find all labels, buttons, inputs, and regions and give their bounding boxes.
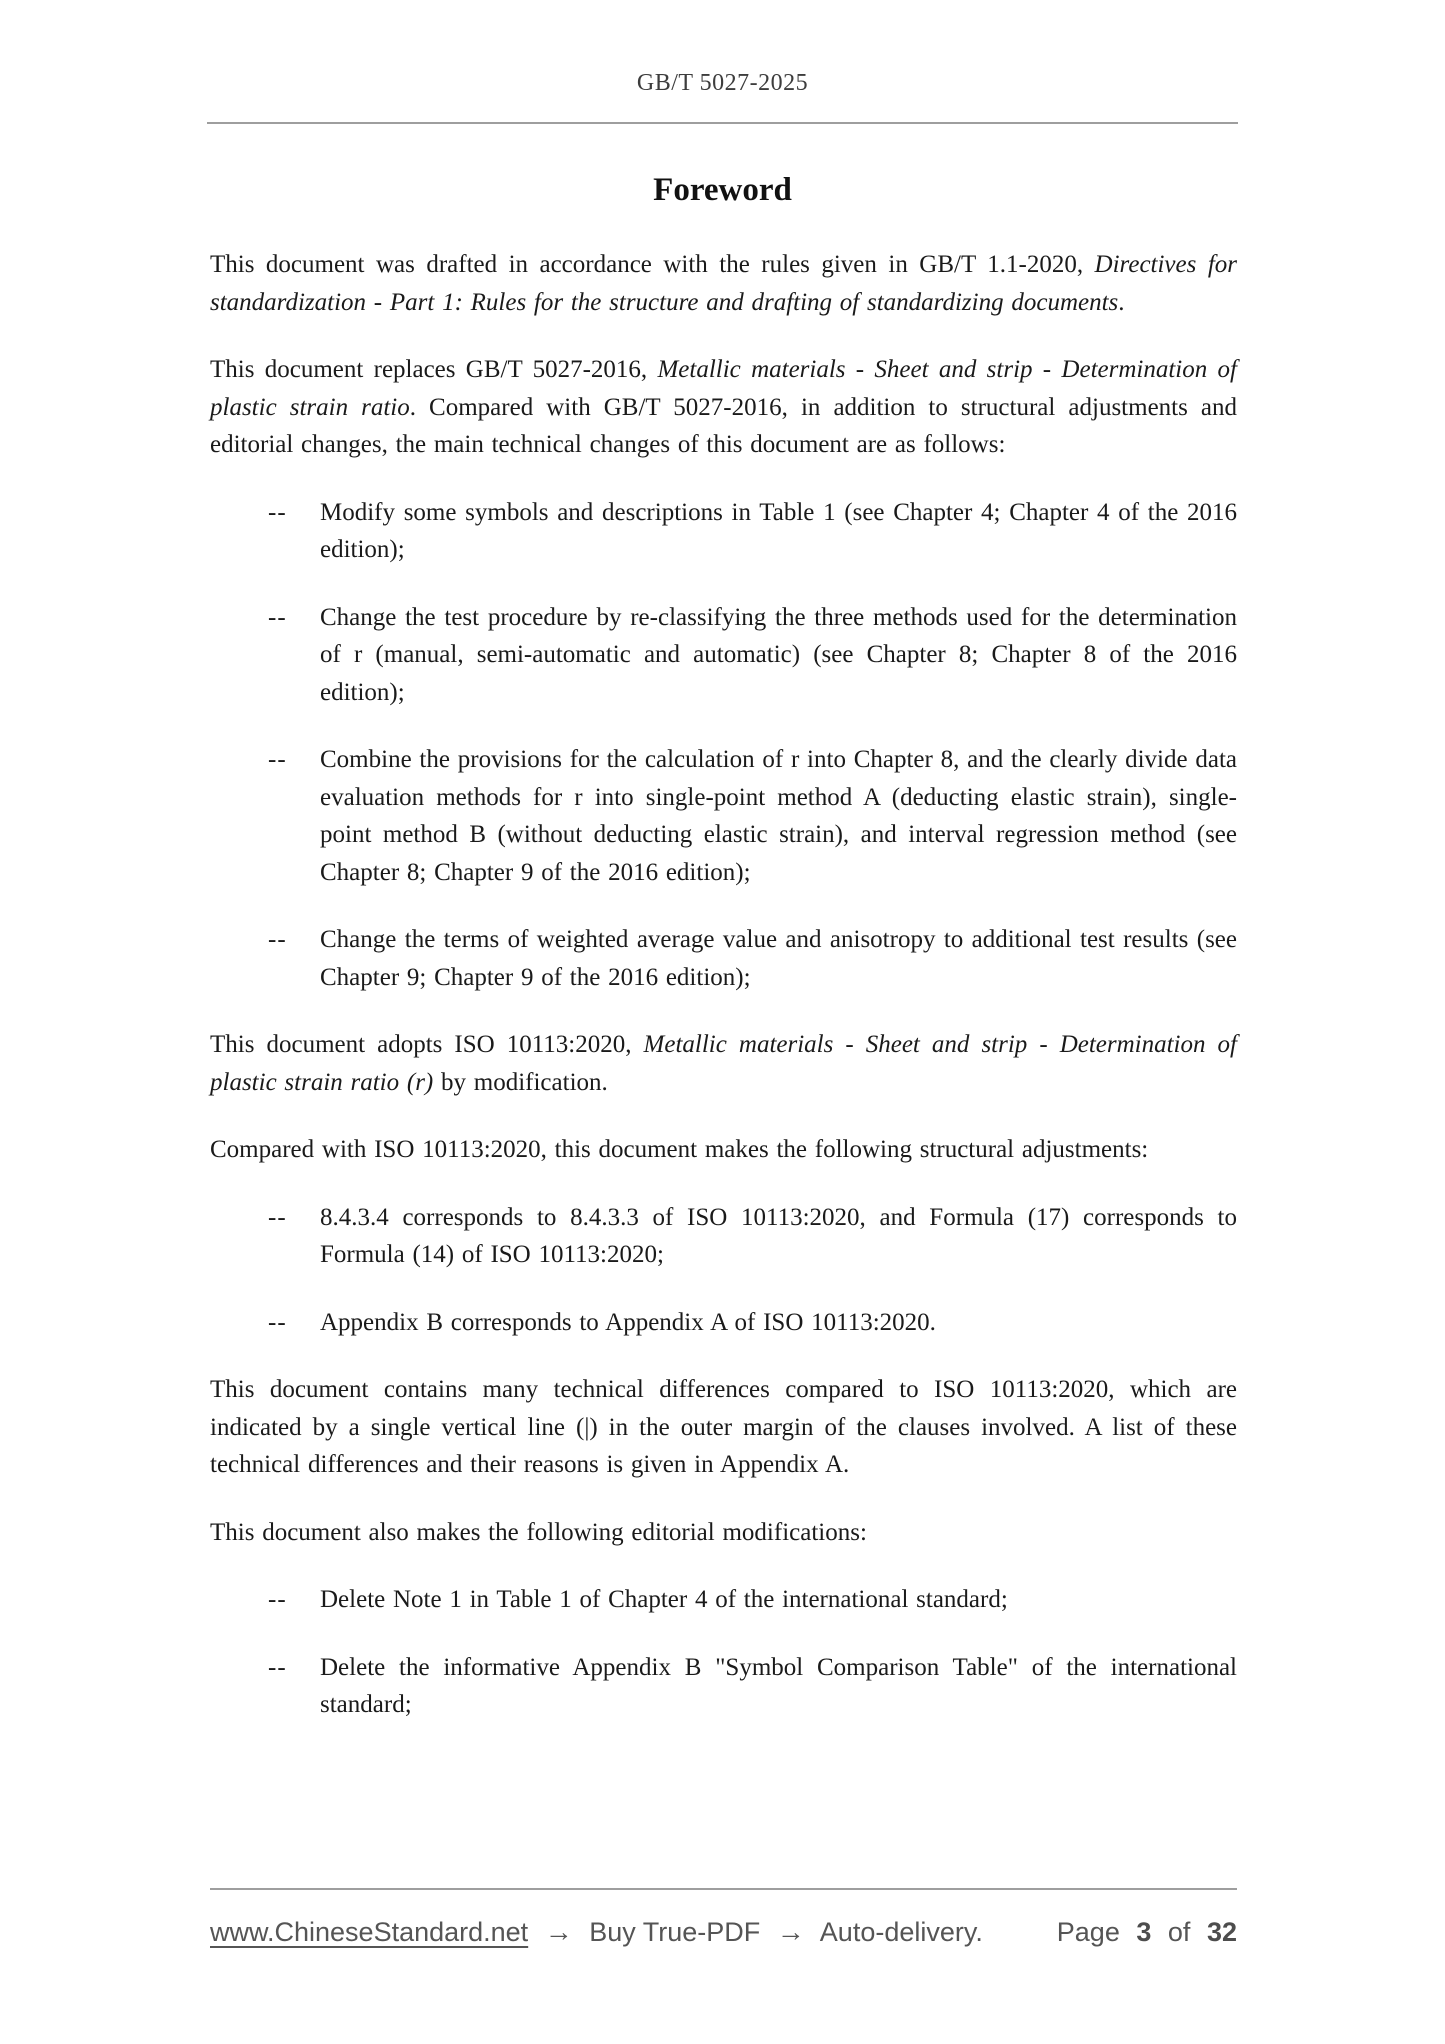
list-item (210, 741, 1237, 891)
list-item (210, 921, 1237, 996)
text-run: Modify some symbols and descriptions in Table 1 (see Chapter 4; Chapter 4 of the 2016 edition); (320, 498, 1237, 563)
text-run: Combine the provisions for the calculation of r into Chapter 8, and the clearly divide data evaluation methods for r into single-point method A (deducting elastic strain), single-point method B (without deducting elastic strain), and interval regression method (see Chapter 8; Chapter 9 of the 2016 edition); (320, 746, 1237, 886)
text-run: This document also makes the following editorial modifications: (210, 1518, 867, 1546)
page-of-label: of (1167, 1917, 1191, 1947)
text-run: by modification. (433, 1068, 608, 1096)
text-run: Delete Note 1 in Table 1 of Chapter 4 of the international standard; (320, 1586, 1008, 1613)
list-item-marker: -- (268, 926, 287, 953)
text-run: This document was drafted in accordance with the rules given in GB/T 1.1-2020, (210, 251, 1095, 278)
text-run: Delete the informative Appendix B "Symbol Comparison Table" of the international standard; (320, 1653, 1237, 1718)
paragraph (210, 246, 1237, 321)
list-item-marker: -- (268, 1653, 287, 1681)
list-item-text (320, 1654, 1237, 1719)
list-item-text (320, 499, 1237, 564)
paragraph (210, 1026, 1237, 1101)
list-item (210, 1304, 1237, 1342)
footer-rule (210, 1888, 1237, 1890)
italic-text-run: Metallic materials - Sheet and strip - Determination of plastic strain ratio (210, 356, 1237, 421)
foreword-content (210, 246, 1237, 1724)
list-item-text (320, 926, 1237, 991)
website-link[interactable]: www.ChineseStandard.net (210, 1917, 529, 1947)
page-current-number: 3 (1136, 1917, 1152, 1947)
text-run: This document contains many technical differences compared to ISO 10113:2020, which are indicated by a single vertical line (|) in the outer margin of the clauses involved. A list of these technical differences and their reasons is given in Appendix A. (210, 1376, 1237, 1478)
text-run: Change the terms of weighted average value and anisotropy to additional test results (see Chapter 9; Chapter 9 of the 2016 edition); (320, 926, 1237, 991)
list-item-text (320, 746, 1237, 886)
footer-buy-label: Buy True-PDF (589, 1917, 761, 1947)
footer (0, 1888, 1445, 1948)
arrow-right-icon: → (776, 1916, 805, 1947)
text-run: . (1118, 288, 1125, 316)
text-run: This document replaces GB/T 5027-2016, (210, 356, 658, 383)
text-run: Compared with ISO 10113:2020, this document makes the following structural adjustments: (210, 1136, 1149, 1163)
list-item-text (320, 1309, 936, 1336)
list-item-marker: -- (268, 1308, 287, 1336)
text-run: 8.4.3.4 corresponds to 8.4.3.3 of ISO 10113:2020, and Formula (17) corresponds to Formula (14) of ISO 10113:2020; (320, 1203, 1237, 1268)
list-item (210, 1581, 1237, 1619)
page-indicator (1048, 1917, 1237, 1948)
list-item (210, 1199, 1237, 1274)
list-item-text (320, 1586, 1008, 1613)
paragraph (210, 351, 1237, 464)
page-total-number: 32 (1206, 1917, 1237, 1947)
list-item-text (320, 604, 1237, 706)
list-item-text (320, 1204, 1237, 1269)
text-run: Appendix B corresponds to Appendix A of ISO 10113:2020. (320, 1308, 936, 1336)
italic-text-run: Directives for standardization - Part 1: Rules for the structure and drafting of standardizing documents (210, 251, 1237, 316)
list-item-marker: -- (268, 746, 287, 773)
page-title: Foreword (653, 172, 792, 208)
text-run: Change the test procedure by re-classifying the three methods used for the determination of r (manual, semi-automatic and automatic) (see Chapter 8; Chapter 8 of the 2016 edition); (320, 603, 1237, 706)
paragraph (210, 1131, 1237, 1169)
header-rule (207, 122, 1238, 124)
text-run: . Compared with GB/T 5027-2016, in addition to structural adjustments and editorial changes, the main technical changes of this document are as follows: (210, 393, 1237, 458)
italic-text-run: Metallic materials - Sheet and strip - Determination of plastic strain ratio (r) (210, 1031, 1237, 1096)
document-number: GB/T 5027-2025 (636, 70, 809, 96)
text-run: This document adopts ISO 10113:2020, (210, 1031, 644, 1058)
list-item (210, 1649, 1237, 1724)
list-item-marker: -- (268, 1586, 287, 1613)
paragraph (210, 1514, 1237, 1552)
arrow-right-icon: → (544, 1916, 573, 1947)
list-item-marker: -- (268, 603, 287, 631)
list-item (210, 494, 1237, 569)
list-item-marker: -- (268, 1203, 287, 1231)
page-label: Page (1056, 1917, 1120, 1947)
list-item-marker: -- (268, 498, 287, 526)
list-item (210, 599, 1237, 712)
footer-delivery-label: Auto-delivery. (819, 1917, 983, 1947)
footer-promo (210, 1916, 992, 1948)
paragraph (210, 1371, 1237, 1484)
